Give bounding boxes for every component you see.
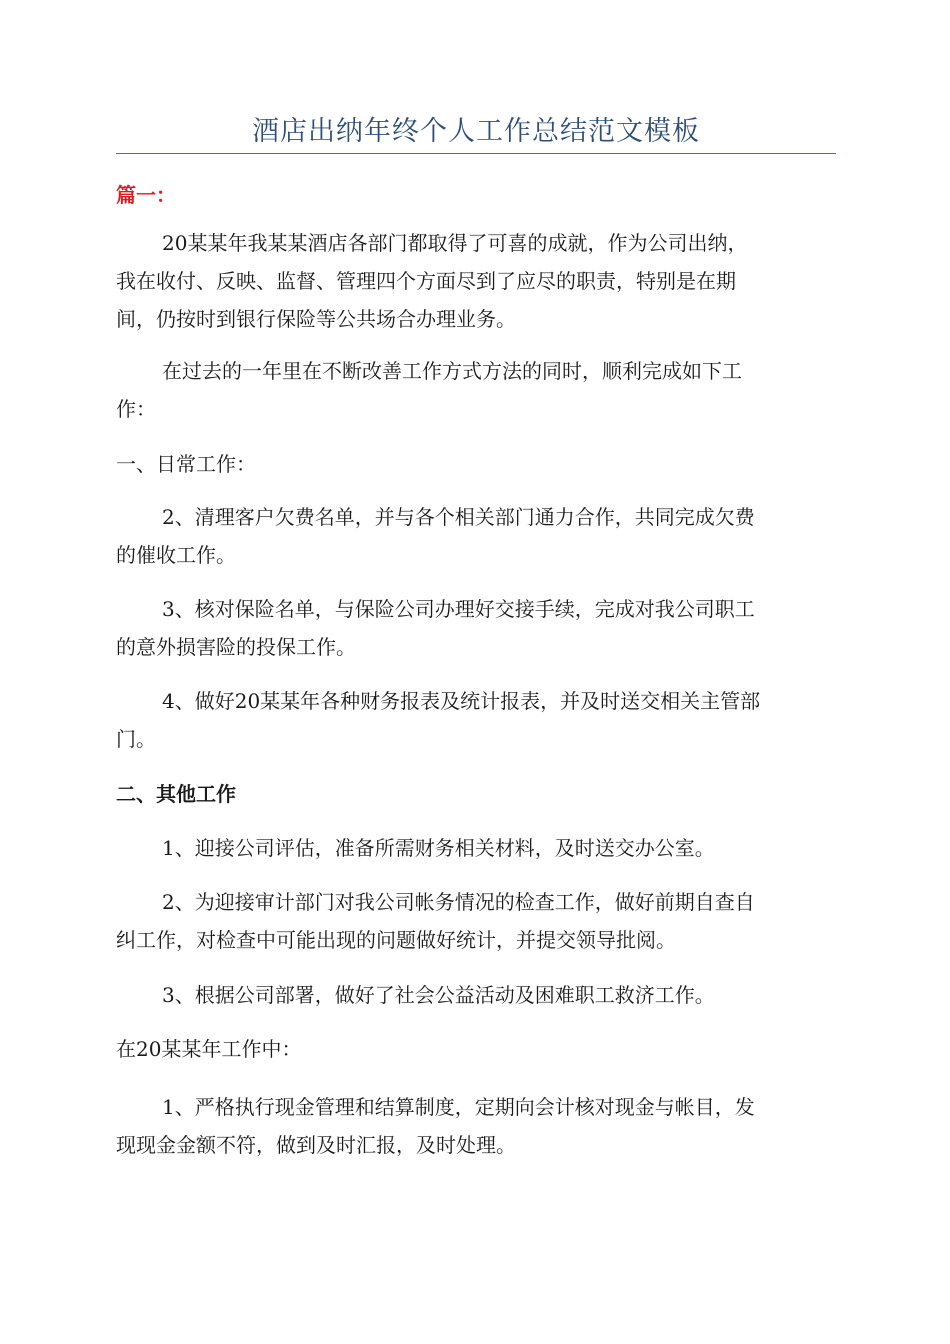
paragraph-line: 2、为迎接审计部门对我公司帐务情况的检查工作，做好前期自查自 bbox=[162, 890, 755, 914]
paragraph-2-cont bbox=[116, 390, 836, 428]
paragraph-1-cont bbox=[116, 262, 836, 338]
paragraph-line: 门。 bbox=[116, 727, 156, 751]
paragraph-line: 4、做好20某某年各种财务报表及统计报表，并及时送交相关主管部 bbox=[162, 689, 761, 713]
paragraph-line: 的催收工作。 bbox=[116, 543, 236, 567]
heading-in-year bbox=[116, 1030, 836, 1068]
heading-line: 二、其他工作 bbox=[116, 782, 236, 806]
paragraph-4 bbox=[116, 590, 836, 628]
heading-line: 在20某某年工作中： bbox=[116, 1037, 302, 1061]
heading-daily-work bbox=[116, 445, 836, 483]
paragraph-9 bbox=[116, 1088, 836, 1126]
paragraph-8 bbox=[116, 976, 836, 1014]
paragraph-7 bbox=[116, 883, 836, 921]
paragraph-6 bbox=[116, 829, 836, 867]
paragraph-line: 的意外损害险的投保工作。 bbox=[116, 635, 356, 659]
paragraph-9-cont bbox=[116, 1126, 836, 1164]
paragraph-5-cont bbox=[116, 720, 836, 758]
paragraph-4-cont bbox=[116, 628, 836, 666]
heading-line: 一、日常工作： bbox=[116, 452, 256, 476]
paragraph-line: 作： bbox=[116, 397, 156, 421]
paragraph-line: 现现金金额不符，做到及时汇报，及时处理。 bbox=[116, 1133, 516, 1157]
paragraph-line: 2、清理客户欠费名单，并与各个相关部门通力合作，共同完成欠费 bbox=[162, 505, 755, 529]
paragraph-5 bbox=[116, 682, 836, 720]
paragraph-3 bbox=[116, 498, 836, 536]
heading-other-work bbox=[116, 775, 836, 813]
paragraph-line: 我在收付、反映、监督、管理四个方面尽到了应尽的职责，特别是在期 bbox=[116, 269, 736, 293]
document-title: 酒店出纳年终个人工作总结范文模板 bbox=[252, 116, 700, 147]
paragraph-2 bbox=[116, 352, 836, 390]
paragraph-line: 3、根据公司部署，做好了社会公益活动及困难职工救济工作。 bbox=[162, 983, 715, 1007]
paragraph-line: 1、严格执行现金管理和结算制度，定期向会计核对现金与帐目，发 bbox=[162, 1095, 755, 1119]
paragraph-1 bbox=[116, 224, 836, 262]
paragraph-line: 20某某年我某某酒店各部门都取得了可喜的成就，作为公司出纳， bbox=[162, 231, 748, 255]
paragraph-line: 间，仍按时到银行保险等公共场合办理业务。 bbox=[116, 307, 516, 331]
paragraph-line: 纠工作，对检查中可能出现的问题做好统计，并提交领导批阅。 bbox=[116, 928, 676, 952]
title-underline bbox=[116, 153, 836, 154]
paragraph-7-cont bbox=[116, 921, 836, 959]
section-label: 篇一： bbox=[116, 183, 176, 207]
paragraph-3-cont bbox=[116, 536, 836, 574]
paragraph-line: 3、核对保险名单，与保险公司办理好交接手续，完成对我公司职工 bbox=[162, 597, 755, 621]
paragraph-line: 1、迎接公司评估，准备所需财务相关材料，及时送交办公室。 bbox=[162, 836, 715, 860]
paragraph-line: 在过去的一年里在不断改善工作方式方法的同时，顺利完成如下工 bbox=[162, 359, 742, 383]
